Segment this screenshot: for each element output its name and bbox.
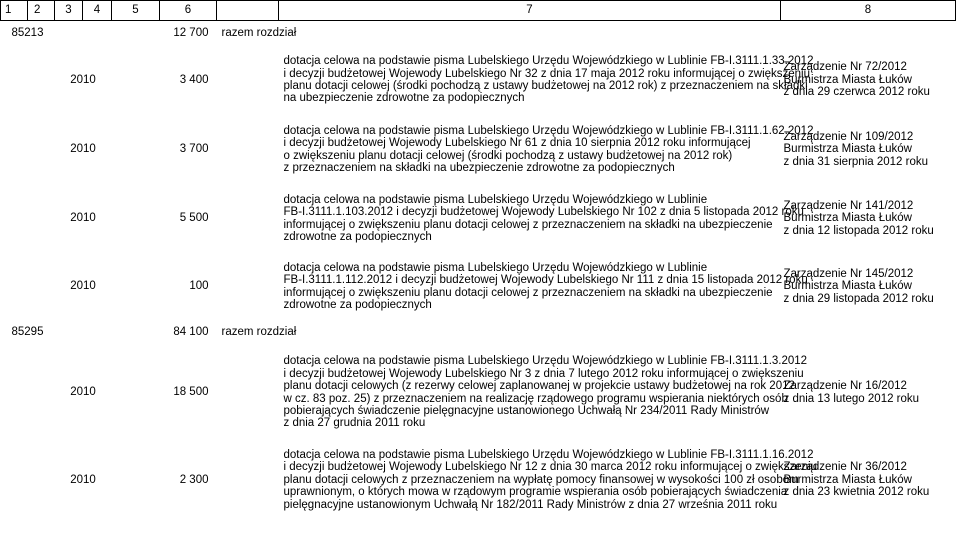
ordinance-line: z dnia 29 listopada 2012 roku (783, 292, 934, 305)
ordinance-line: Burmistrza Miasta Łuków (783, 473, 912, 486)
amount-cell: 3 400 (179, 73, 209, 86)
year-cell: 2010 (70, 386, 96, 399)
description-line: dotacja celowa na podstawie pisma Lubelskiego Urzędu Wojewódzkiego w Lublinie (283, 193, 708, 206)
table-row (1, 115, 956, 184)
description-cell (279, 253, 808, 320)
description-line: dotacja celowa na podstawie pisma Lubelskiego Urzędu Wojewódzkiego w Lublinie FB-I.3111.1.62.2012 (283, 124, 814, 137)
description-line: w cz. 83 poz. 25) z przeznaczeniem na realizację rządowego programu wspierania niektórych osób (283, 392, 788, 405)
section-amount: 84 100 (173, 325, 209, 338)
ordinance-line: Zarządzenie Nr 141/2012 (783, 199, 914, 212)
ordinance-line: z dnia 31 sierpnia 2012 roku (783, 155, 928, 168)
description-line: zdrowotne za podopiecznych (283, 230, 432, 243)
ordinance-line: Zarządzenie Nr 16/2012 (783, 380, 907, 393)
section-label: razem rozdział (221, 26, 297, 39)
ordinance-line: z dnia 13 lutego 2012 roku (783, 392, 920, 405)
header-col-5: 5 (112, 1, 160, 21)
ordinance-line: Zarządzenie Nr 145/2012 (783, 267, 914, 280)
ordinance-cell (781, 184, 956, 253)
description-cell (279, 115, 814, 184)
section-label: razem rozdział (221, 325, 297, 338)
year-cell: 2010 (70, 212, 96, 225)
description-line: i decyzji budżetowej Wojewody Lubelskiego Nr 3 z dnia 7 lutego 2012 roku informującej o zwiększeniu (283, 367, 804, 380)
description-line: pielęgnacyjne ustanowionym Uchwałą Nr 182/2011 Rady Ministrów z dnia 27 września 2011 roku (283, 498, 778, 511)
description-line: planu dotacji celowej (środki pochodzą z ustawy budżetowej na 2012 rok) z przeznaczeniem na składki (283, 80, 808, 92)
header-col-3: 3 (55, 1, 83, 21)
description-line: FB-I.3111.1.112.2012 i decyzji budżetowej Wojewody Lubelskiego Nr 111 z dnia 15 listopada 2012 roku (283, 274, 808, 287)
ordinance-line: Zarządzenie Nr 36/2012 (783, 461, 907, 474)
header-col-4: 4 (83, 1, 112, 21)
ordinance-cell (781, 253, 956, 320)
year-cell: 2010 (70, 73, 96, 86)
description-cell (279, 184, 804, 253)
header-col-2: 2 (28, 1, 55, 21)
table-row (1, 184, 956, 253)
header-col-empty (217, 1, 279, 21)
description-line: i decyzji budżetowej Wojewody Lubelskiego Nr 12 z dnia 30 marca 2012 roku informującej o zwiększeniu (283, 461, 818, 474)
description-line: dotacja celowa na podstawie pisma Lubelskiego Urzędu Wojewódzkiego w Lublinie FB-I.3111.1.33.2012 (283, 55, 814, 68)
year-cell: 2010 (70, 143, 96, 156)
description-cell (279, 45, 814, 115)
amount-cell: 18 500 (173, 386, 209, 399)
description-line: pobierających świadczenie pielęgnacyjne ustanowionego Uchwałą Nr 234/2011 Rady Ministrów (283, 404, 770, 417)
description-line: zdrowotne za podopiecznych (283, 298, 432, 311)
section-row (1, 21, 956, 46)
ordinance-line: z dnia 29 czerwca 2012 roku (783, 86, 930, 99)
description-line: planu dotacji celowych (z rezerwy celowej zaplanowanej w projekcie ustawy budżetowej na rok 2012 (283, 380, 795, 393)
description-line: z przeznaczeniem na składki na ubezpieczenie zdrowotne za podopiecznych (283, 161, 675, 174)
header-col-6: 6 (160, 1, 217, 21)
amount-cell: 5 500 (179, 212, 209, 225)
description-line: informującej o zwiększeniu planu dotacji celowej z przeznaczeniem na składki na ubezpieczenie (283, 286, 773, 299)
header-row (1, 1, 956, 21)
description-line: dotacja celowa na podstawie pisma Lubelskiego Urzędu Wojewódzkiego w Lublinie FB-I.3111.1.16.2012 (283, 448, 814, 461)
amount-cell: 3 700 (179, 143, 209, 156)
header-col-7: 7 (279, 1, 781, 21)
table-row (1, 441, 956, 519)
section-code: 85213 (11, 26, 44, 39)
amount-cell: 100 (189, 280, 209, 293)
table-row (1, 344, 956, 441)
description-line: FB-I.3111.1.103.2012 i decyzji budżetowej Wojewody Lubelskiego Nr 102 z dnia 5 listopada 2012 roku (283, 206, 804, 219)
description-cell (279, 441, 818, 519)
description-line: i decyzji budżetowej Wojewody Lubelskiego Nr 61 z dnia 10 sierpnia 2012 roku informującej (283, 137, 751, 150)
amount-cell: 2 300 (179, 473, 209, 486)
description-line: z dnia 27 grudnia 2011 roku (283, 417, 426, 430)
description-line: uprawnionym, o których mowa w rządowym programie wspierania osób pobierających świadczenia (283, 486, 788, 499)
description-line: o zwiększeniu planu dotacji celowej (środki pochodzą z ustawy budżetowej na 2012 rok) (283, 149, 733, 162)
ordinance-line: z dnia 12 listopada 2012 roku (783, 224, 934, 237)
header-col-8: 8 (781, 1, 956, 21)
description-line: i decyzji budżetowej Wojewody Lubelskiego Nr 32 z dnia 17 maja 2012 roku informującej o zwiększeniu (283, 67, 811, 80)
description-cell (279, 344, 808, 441)
ordinance-line: Burmistrza Miasta Łuków (783, 280, 912, 293)
description-line: dotacja celowa na podstawie pisma Lubelskiego Urzędu Wojewódzkiego w Lublinie (283, 261, 708, 274)
ordinance-line: Zarządzenie Nr 72/2012 (783, 61, 907, 74)
year-cell: 2010 (70, 473, 96, 486)
description-line: informującej o zwiększeniu planu dotacji celowej z przeznaczeniem na składki na ubezpieczenie (283, 218, 773, 231)
year-cell: 2010 (70, 280, 96, 293)
ordinance-line: Burmistrza Miasta Łuków (783, 143, 912, 156)
section-code: 85295 (11, 325, 44, 338)
table-row (1, 253, 956, 320)
ordinance-line: Zarządzenie Nr 109/2012 (783, 130, 914, 143)
section-row (1, 320, 956, 344)
header-col-1: 1 (1, 1, 28, 21)
ordinance-line: z dnia 23 kwietnia 2012 roku (783, 486, 930, 499)
description-line: planu dotacji celowych z przeznaczeniem na wypłatę pomocy finansowej w wysokości 100 zł osobom (283, 473, 799, 486)
description-line: na ubezpieczenie zdrowotne za podopiecznych (283, 92, 525, 105)
section-amount: 12 700 (173, 26, 209, 39)
table-row (1, 45, 956, 115)
ordinance-line: Burmistrza Miasta Łuków (783, 73, 912, 86)
ordinance-line: Burmistrza Miasta Łuków (783, 212, 912, 225)
description-line: dotacja celowa na podstawie pisma Lubelskiego Urzędu Wojewódzkiego w Lublinie FB-I.3111.1.3.2012 (283, 355, 808, 368)
